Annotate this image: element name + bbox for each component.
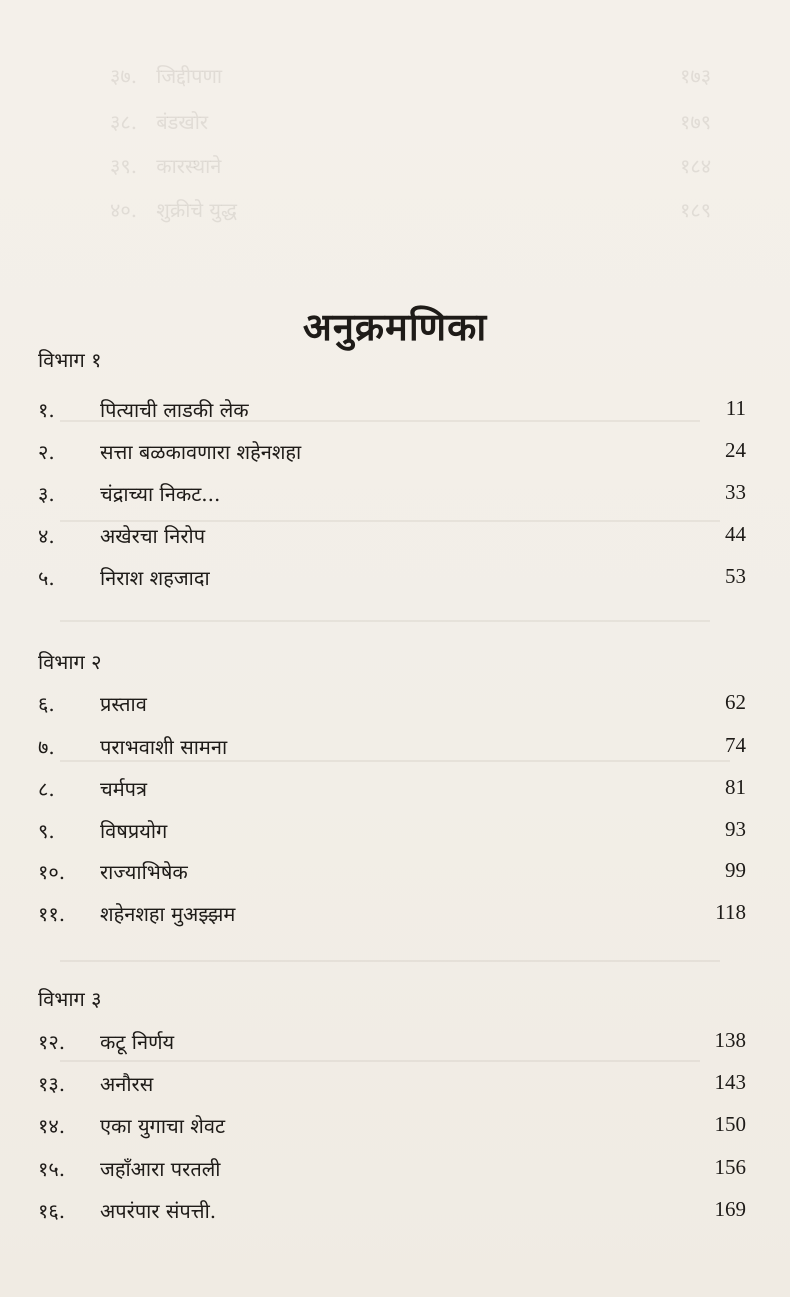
bleed-through-text: ३९. कारस्थाने xyxy=(110,154,222,178)
entry-title: जहाँआरा परतली xyxy=(100,1157,221,1181)
toc-entry xyxy=(38,1197,746,1231)
entry-title: एका युगाचा शेवट xyxy=(100,1114,226,1138)
entry-page-number: 138 xyxy=(714,1028,746,1052)
bleed-through-text: ३७. जिद्दीपणा xyxy=(110,64,223,88)
entry-title: चर्मपत्र xyxy=(100,777,148,801)
entry-title: शहेनशहा मुअझ्झम xyxy=(100,902,236,926)
entry-title: पित्याची लाडकी लेक xyxy=(100,398,249,422)
entry-number: ५. xyxy=(38,566,55,590)
entry-title: निराश शहजादा xyxy=(100,566,210,590)
entry-page-number: 11 xyxy=(725,396,746,420)
entry-page-number: 44 xyxy=(725,522,746,546)
entry-title: सत्ता बळकावणारा शहेनशहा xyxy=(100,440,302,464)
entry-number: १०. xyxy=(38,860,66,884)
entry-number: १५. xyxy=(38,1157,66,1181)
entry-title: अनौरस xyxy=(100,1072,154,1096)
entry-page-number: 156 xyxy=(714,1155,746,1179)
entry-page-number: 81 xyxy=(725,775,746,799)
toc-entry xyxy=(38,1028,746,1062)
toc-entry xyxy=(38,775,746,809)
entry-page-number: 24 xyxy=(725,438,746,462)
entry-number: ११. xyxy=(38,902,66,926)
entry-number: ३. xyxy=(38,482,55,506)
entry-title: कटू निर्णय xyxy=(100,1030,175,1054)
toc-entry xyxy=(38,1112,746,1146)
entry-number: ९. xyxy=(38,819,55,843)
entry-number: १३. xyxy=(38,1072,66,1096)
bleed-through-text: १७९ xyxy=(680,110,712,134)
entry-title: पराभवाशी सामना xyxy=(100,735,228,759)
entry-page-number: 33 xyxy=(725,480,746,504)
entry-page-number: 62 xyxy=(725,690,746,714)
bleed-through-text: १७३ xyxy=(680,64,712,88)
entry-number: २. xyxy=(38,440,55,464)
bleed-through-line xyxy=(60,620,710,622)
entry-page-number: 143 xyxy=(714,1070,746,1094)
toc-entry xyxy=(38,733,746,767)
toc-entry xyxy=(38,564,746,598)
entry-page-number: 169 xyxy=(714,1197,746,1221)
entry-number: १६. xyxy=(38,1199,66,1223)
bleed-through-text: १८९ xyxy=(680,198,712,222)
toc-entry xyxy=(38,522,746,556)
entry-number: १२. xyxy=(38,1030,66,1054)
section-heading: विभाग १ xyxy=(38,348,102,372)
page-title: अनुक्रमणिका xyxy=(302,304,488,349)
entry-number: ६. xyxy=(38,692,55,716)
bleed-through-text: १८४ xyxy=(680,154,712,178)
entry-page-number: 118 xyxy=(715,900,746,924)
entry-title: विषप्रयोग xyxy=(100,819,168,843)
entry-number: १. xyxy=(38,398,55,422)
bleed-through-text: ४०. शुक्रीचे युद्ध xyxy=(110,198,238,222)
toc-entry xyxy=(38,858,746,892)
entry-title: चंद्राच्या निकट... xyxy=(100,482,221,506)
entry-number: ७. xyxy=(38,735,55,759)
entry-title: राज्याभिषेक xyxy=(100,860,188,884)
entry-page-number: 99 xyxy=(725,858,746,882)
entry-title: प्रस्ताव xyxy=(100,692,147,716)
entry-title: अपरंपार संपत्ती. xyxy=(100,1199,217,1223)
toc-entry xyxy=(38,438,746,472)
toc-entry xyxy=(38,396,746,430)
entry-page-number: 74 xyxy=(725,733,746,757)
section-heading: विभाग २ xyxy=(38,650,102,674)
toc-entry xyxy=(38,1155,746,1189)
entry-number: १४. xyxy=(38,1114,66,1138)
section-heading: विभाग ३ xyxy=(38,987,102,1011)
entry-page-number: 53 xyxy=(725,564,746,588)
toc-entry xyxy=(38,480,746,514)
bleed-through-text: ३८. बंडखोर xyxy=(110,110,209,134)
entry-title: अखेरचा निरोप xyxy=(100,524,206,548)
entry-page-number: 93 xyxy=(725,817,746,841)
entry-number: ४. xyxy=(38,524,55,548)
bleed-through-line xyxy=(60,960,720,962)
entry-number: ८. xyxy=(38,777,55,801)
toc-entry xyxy=(38,690,746,724)
toc-entry xyxy=(38,900,746,934)
entry-page-number: 150 xyxy=(714,1112,746,1136)
toc-entry xyxy=(38,1070,746,1104)
toc-entry xyxy=(38,817,746,851)
